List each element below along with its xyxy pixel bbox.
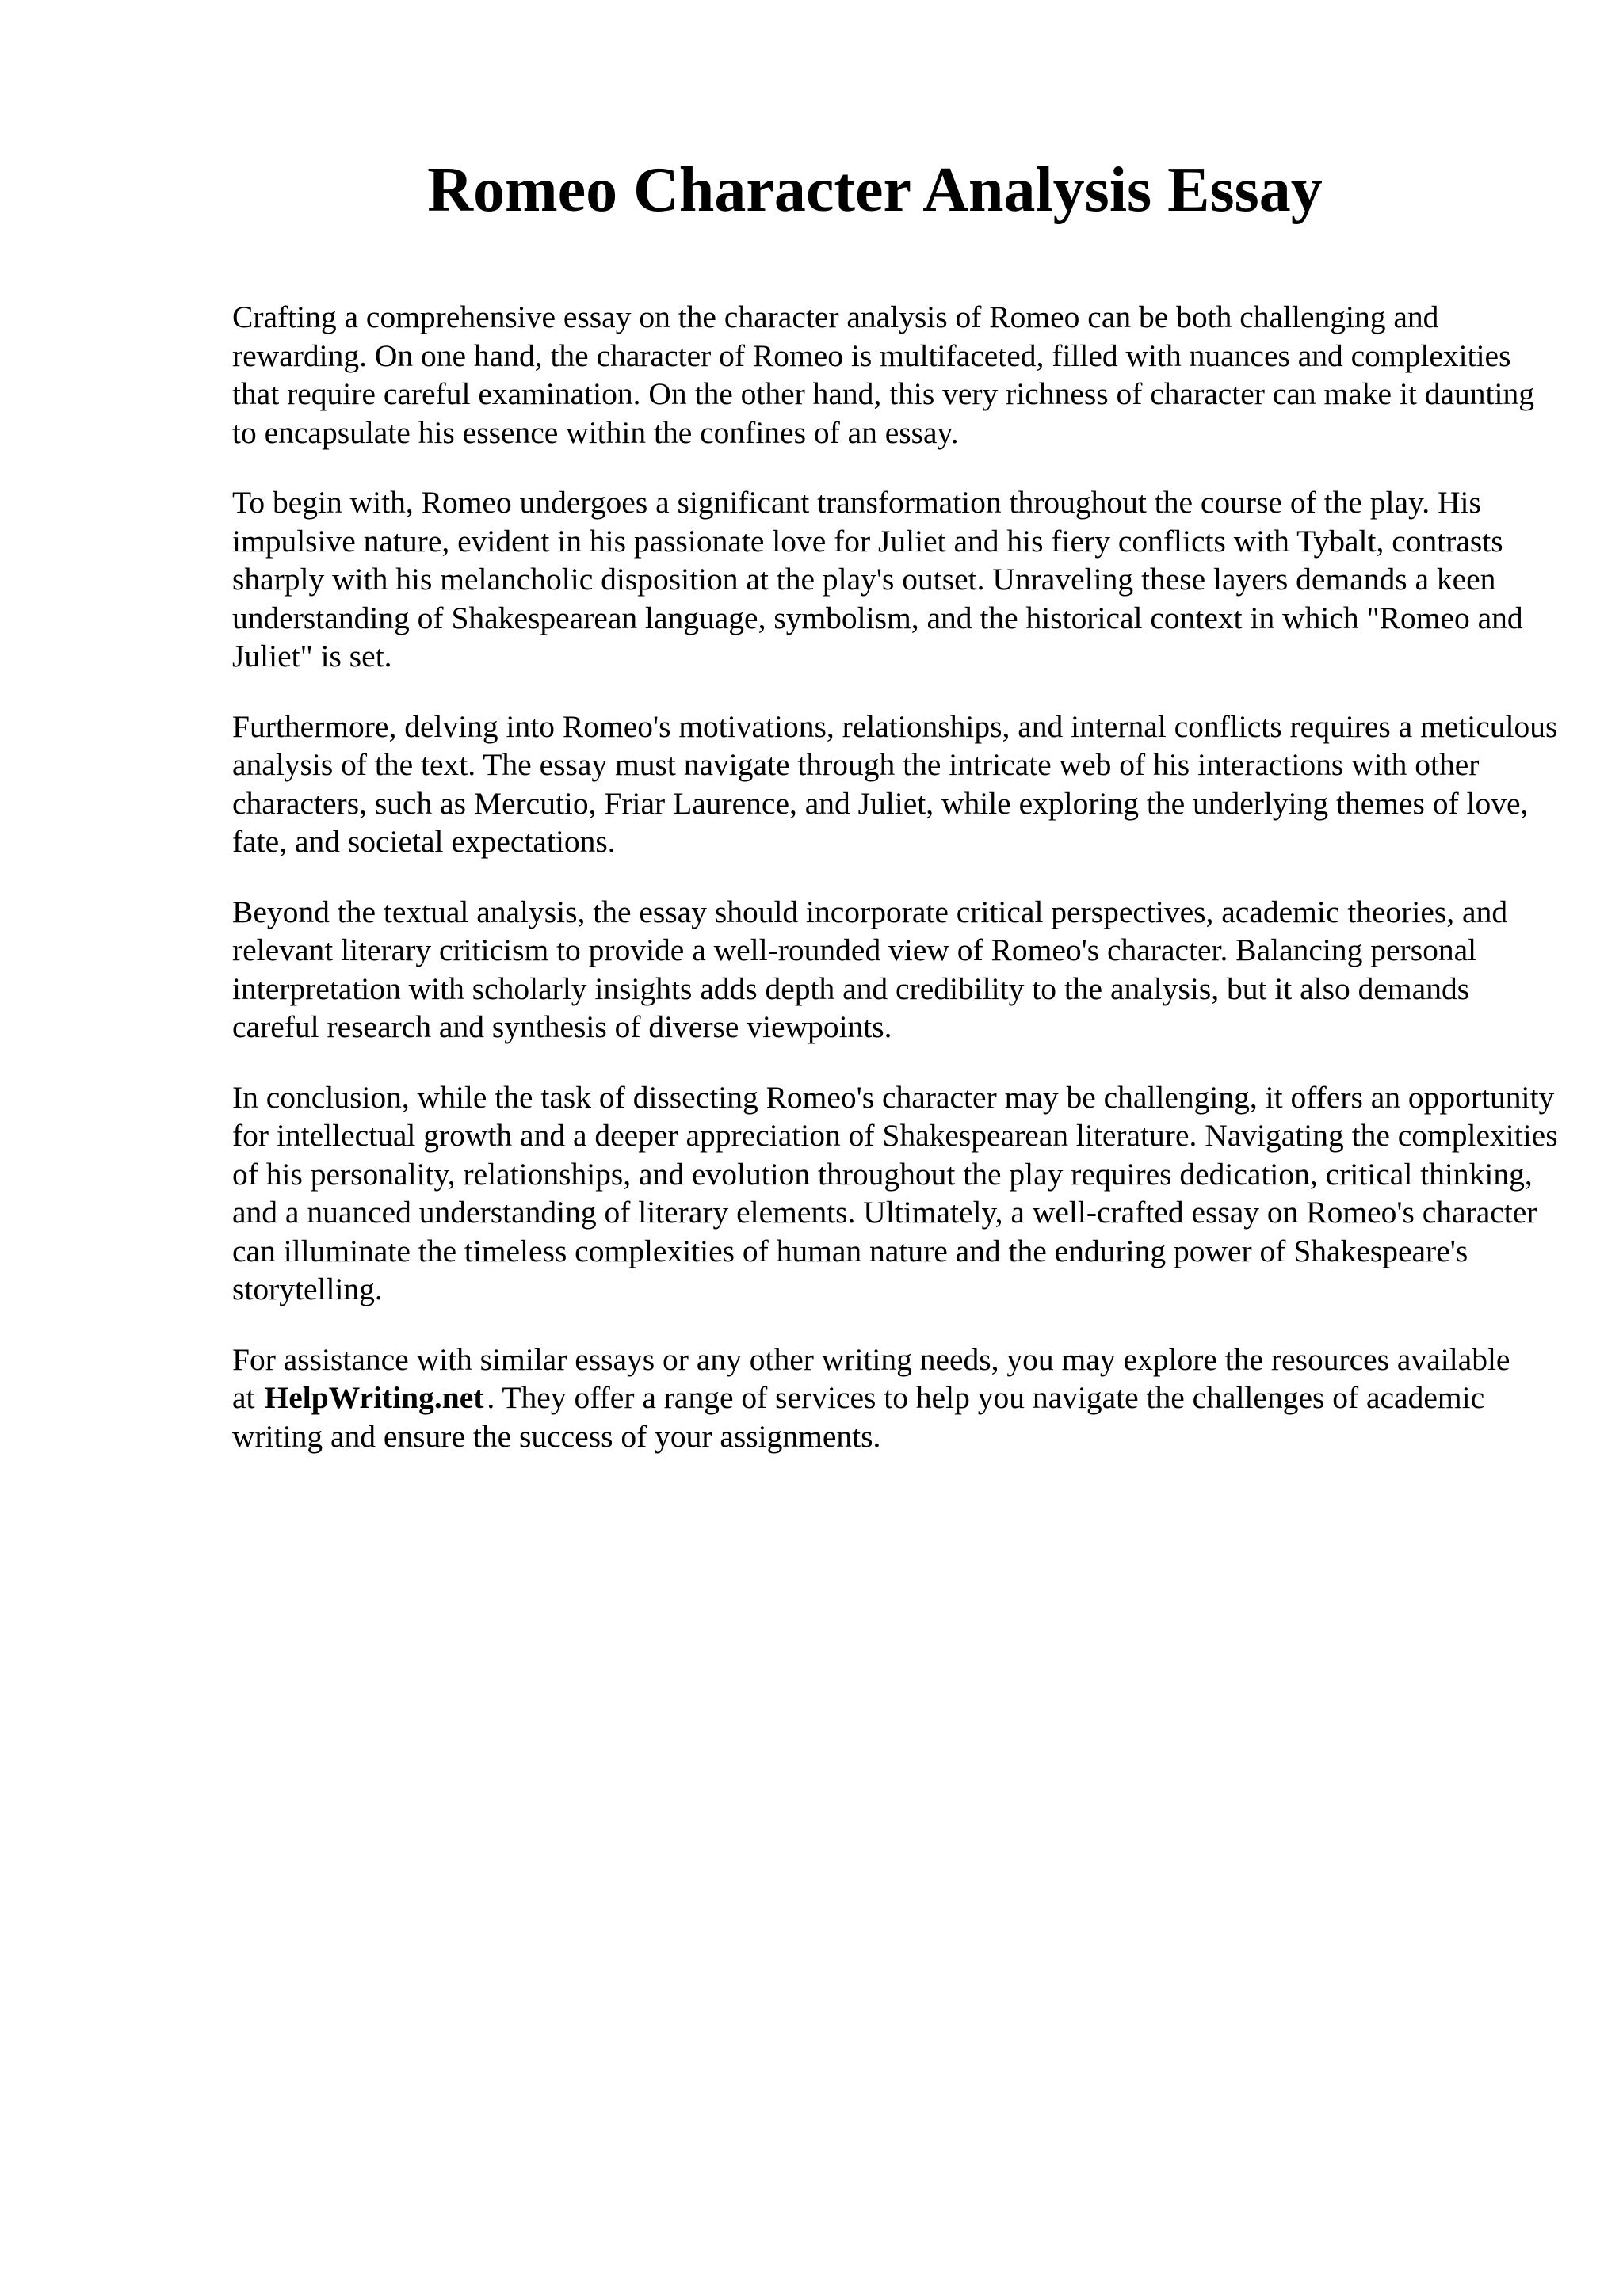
closing-paragraph xyxy=(232,1341,1564,1456)
paragraph-4: Beyond the textual analysis, the essay should incorporate critical perspectives, academic theories, and relevant literary criticism to provide a well-rounded view of Romeo's character. Balancing personal interpretation with scholarly insights adds depth and credibility to the analysis, but it also demands careful research and synthesis of diverse viewpoints. xyxy=(232,894,1508,1044)
essay-body xyxy=(232,298,1564,1487)
closing-text-after: . They offer a range of services to help you navigate the challenges of academic writing and ensure the success of your assignments. xyxy=(232,1380,1485,1454)
paragraph-3: Furthermore, delving into Romeo's motivations, relationships, and internal conflicts requires a meticulous analysis of the text. The essay must navigate through the intricate web of his interactions with other characters, such as Mercutio, Friar Laurence, and Juliet, while exploring the underlying themes of love, fate, and societal expectations. xyxy=(232,708,1558,859)
closing-text-before: For assistance with similar essays or any other writing needs, you may explore the resources available at xyxy=(232,1341,1510,1415)
brand-link[interactable]: HelpWriting.net xyxy=(264,1380,484,1415)
paragraph-2: To begin with, Romeo undergoes a significant transformation throughout the course of the play. His impulsive nature, evident in his passionate love for Juliet and his fiery conflicts with Tybalt, contrasts sharply with his melancholic disposition at the play's outset. Unraveling these layers demands a keen understanding of Shakespearean language, symbolism, and the historical context in which "Romeo and Juliet" is set. xyxy=(232,485,1523,673)
paragraph-1: Crafting a comprehensive essay on the character analysis of Romeo can be both challenging and rewarding. On one hand, the character of Romeo is multifaceted, filled with nuances and complexities that require careful examination. On the other hand, this very richness of character can make it daunting to encapsulate his essence within the confines of an essay. xyxy=(232,299,1534,450)
paragraph-5: In conclusion, while the task of dissecting Romeo's character may be challenging, it offers an opportunity for intellectual growth and a deeper appreciation of Shakespearean literature. Navigating the complexities of his personality, relationships, and evolution throughout the play requires dedication, critical thinking, and a nuanced understanding of literary elements. Ultimately, a well-crafted essay on Romeo's character can illuminate the timeless complexities of human nature and the enduring power of Shakespeare's storytelling. xyxy=(232,1079,1558,1306)
page-title: Romeo Character Analysis Essay xyxy=(427,155,1323,225)
